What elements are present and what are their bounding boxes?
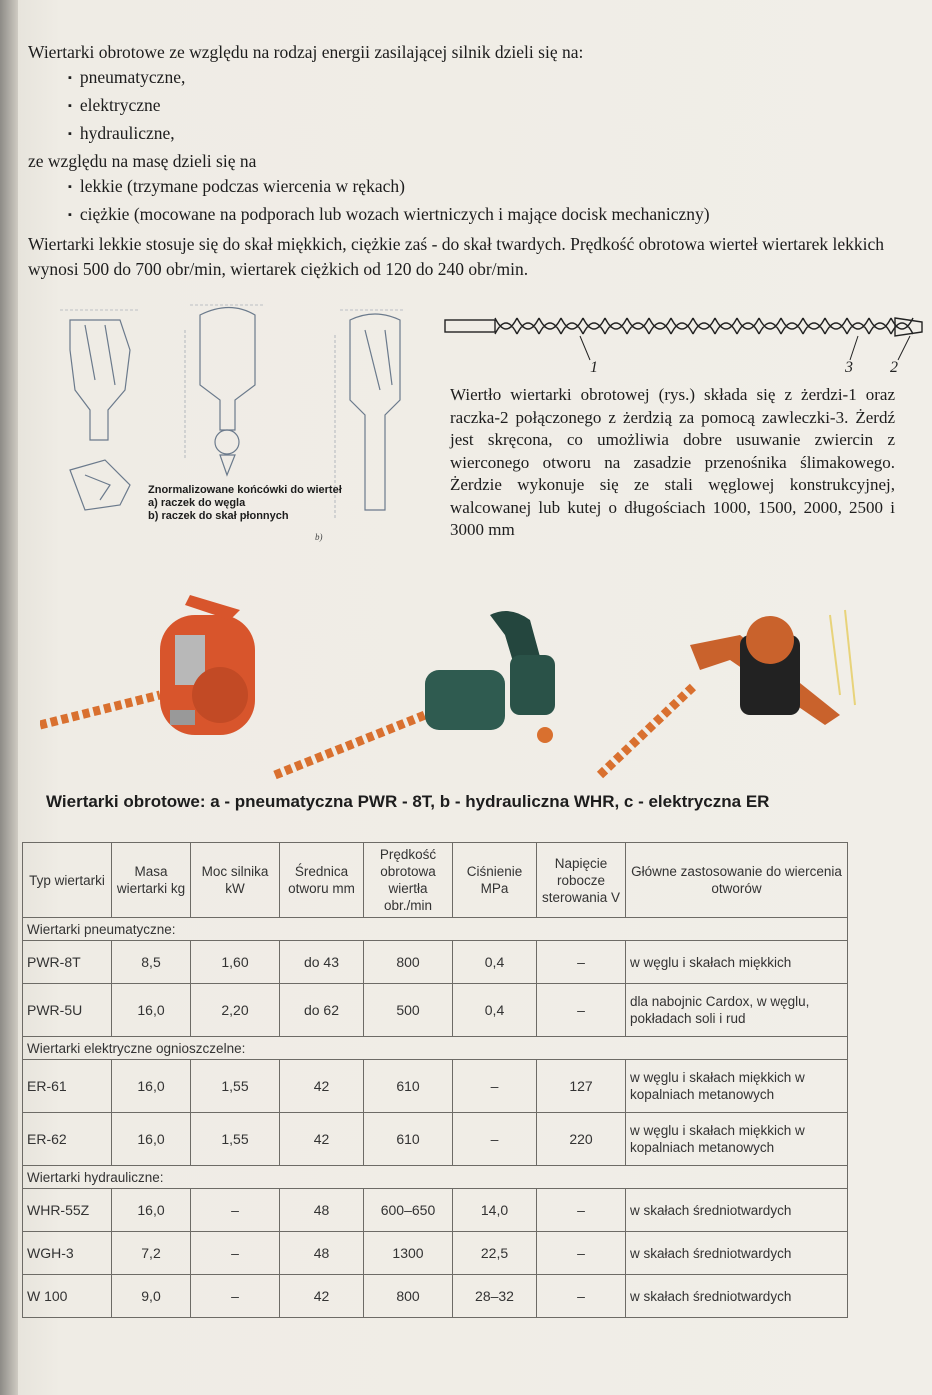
label-bit: 2 bbox=[890, 359, 898, 376]
table-row: WGH-3 7,2 – 48 1300 22,5 – w skałach średniotwardych bbox=[23, 1232, 848, 1275]
drill-spec-table-wrap bbox=[22, 842, 848, 1318]
drill-spec-table bbox=[22, 842, 848, 1318]
col-diameter: Średnica otworu mm bbox=[280, 843, 364, 918]
drill-photos bbox=[40, 575, 900, 785]
figure1-caption: Znormalizowane końcówki do wierteł a) raczek do węgla b) raczek do skał płonnych bbox=[148, 484, 342, 522]
col-mass: Masa wiertarki kg bbox=[112, 843, 191, 918]
col-power: Moc silnika kW bbox=[191, 843, 280, 918]
col-speed: Prędkość obrotowa wiertła obr./min bbox=[364, 843, 453, 918]
col-voltage: Napięcie robocze sterowania V bbox=[537, 843, 626, 918]
table-group-row: Wiertarki pneumatyczne: bbox=[23, 918, 848, 941]
intro-paragraph-3: Wiertarki lekkie stosuje się do skał miękkich, ciężkie zaś - do skał twardych. Prędkość obrotowa wierteł wiertarek lekkich wynosi 500 do 700 obr/min, wiertarek ciężkich od 120 do 240 obr/min. bbox=[28, 234, 885, 279]
table-row: PWR-5U 16,0 2,20 do 62 500 0,4 – dla nabojnic Cardox, w węglu, pokładach soli i rud bbox=[23, 984, 848, 1037]
col-pressure: Ciśnienie MPa bbox=[453, 843, 537, 918]
electric-drill-photo bbox=[600, 610, 855, 775]
list-item: ▪ lekkie (trzymane podczas wiercenia w rękach) bbox=[68, 174, 908, 202]
list-item: ▪ pneumatyczne, bbox=[68, 65, 908, 93]
auger-drill-rod-diagram bbox=[440, 300, 928, 380]
photos-caption: Wiertarki obrotowe: a - pneumatyczna PWR - 8T, b - hydrauliczna WHR, c - elektryczna ER bbox=[46, 792, 770, 811]
table-row: WHR-55Z 16,0 – 48 600–650 14,0 – w skałach średniotwardych bbox=[23, 1189, 848, 1232]
drill-description: Wiertło wiertarki obrotowej (rys.) składa się z żerdzi-1 oraz raczka-2 połączonego z żerdzią za pomocą zawleczki-3. Żerdź jest skręcona, co umożliwia dobre usuwanie zwiercin z wierconego otworu na zasadzie przenośnika ślimakowego. Żerdzie wykonuje się ze stali węglowej konstrukcyjnej, walcowanej lub kutej o długościach 1000, 1500, 2000, 2500 i 3000 mm bbox=[450, 385, 895, 539]
mass-type-list bbox=[28, 174, 908, 230]
table-row: ER-61 16,0 1,55 42 610 – 127 w węglu i skałach miękkich w kopalniach metanowych bbox=[23, 1060, 848, 1113]
col-type: Typ wiertarki bbox=[23, 843, 112, 918]
book-binding-shadow bbox=[0, 0, 18, 1395]
pneumatic-drill-photo bbox=[40, 595, 255, 735]
label-rod: 1 bbox=[590, 359, 598, 376]
list-item: ▪ hydrauliczne, bbox=[68, 121, 908, 149]
list-item: ▪ elektryczne bbox=[68, 93, 908, 121]
list-item: ▪ ciężkie (mocowane na podporach lub wozach wiertniczych i mające docisk mechaniczny) bbox=[68, 202, 908, 230]
table-group-row: Wiertarki elektryczne ognioszczelne: bbox=[23, 1037, 848, 1060]
hydraulic-drill-photo bbox=[275, 611, 555, 775]
intro-paragraph-1: Wiertarki obrotowe ze względu na rodzaj energii zasilającej silnik dzieli się na: bbox=[28, 42, 584, 62]
col-application: Główne zastosowanie do wiercenia otworów bbox=[626, 843, 848, 918]
energy-type-list bbox=[28, 65, 908, 149]
table-group-row: Wiertarki hydrauliczne: bbox=[23, 1166, 848, 1189]
table-row: W 100 9,0 – 42 800 28–32 – w skałach średniotwardych bbox=[23, 1275, 848, 1318]
intro-paragraph-2: ze względu na masę dzieli się na bbox=[28, 151, 257, 171]
table-row: PWR-8T 8,5 1,60 do 43 800 0,4 – w węglu i skałach miękkich bbox=[23, 941, 848, 984]
figure-label-b: b) bbox=[315, 532, 323, 542]
table-row: ER-62 16,0 1,55 42 610 – 220 w węglu i skałach miękkich w kopalniach metanowych bbox=[23, 1113, 848, 1166]
label-pin: 3 bbox=[845, 359, 853, 376]
intro-section bbox=[28, 40, 908, 282]
table-header-row bbox=[23, 843, 848, 918]
